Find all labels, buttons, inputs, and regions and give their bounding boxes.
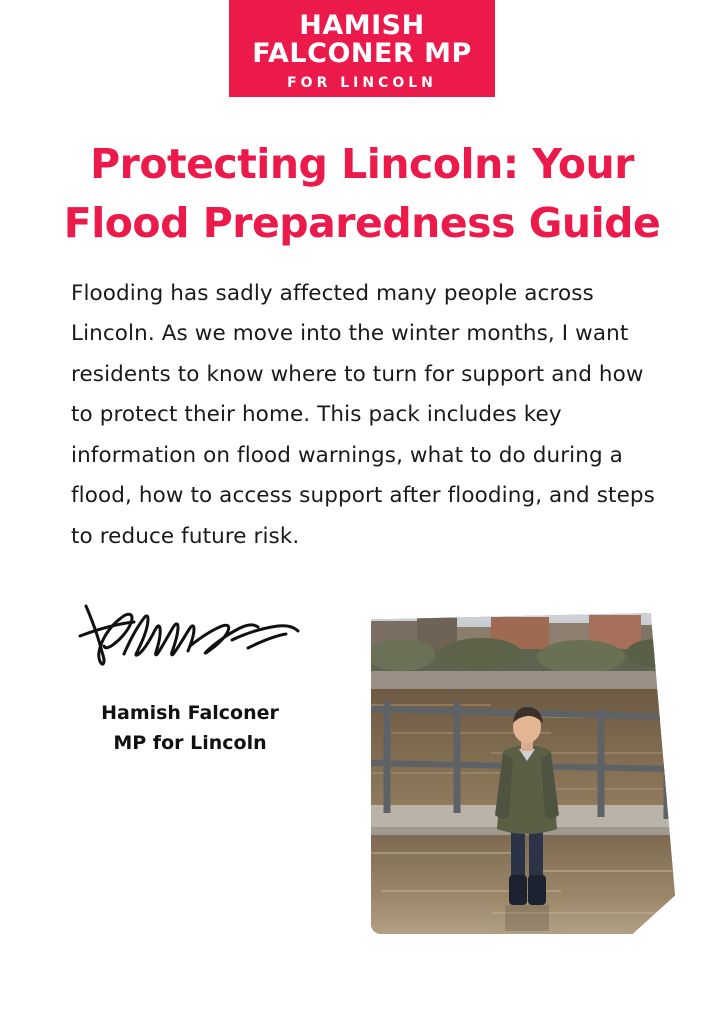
sign-off-block: [60, 698, 320, 758]
logo-line-3: FOR LINCOLN: [287, 75, 437, 92]
sign-off-role: MP for Lincoln: [113, 732, 267, 754]
logo-block: [229, 0, 495, 97]
intro-paragraph: Flooding has sadly affected many people across Lincoln. As we move into the winter months, I want residents to know where to turn for support and how to protect their home. This pack includes key information on flood warnings, what to do during a flood, how to access support after flooding, and steps to reduce future risk.: [71, 280, 655, 549]
page-title: Protecting Lincoln: Your Flood Preparedness Guide: [63, 140, 661, 247]
logo-line-1: HAMISH: [299, 9, 425, 41]
flood-photo: [371, 613, 675, 934]
sign-off-name: Hamish Falconer: [101, 702, 279, 724]
signature-icon: [72, 596, 302, 676]
logo-line-2: FALCONER MP: [252, 38, 472, 69]
